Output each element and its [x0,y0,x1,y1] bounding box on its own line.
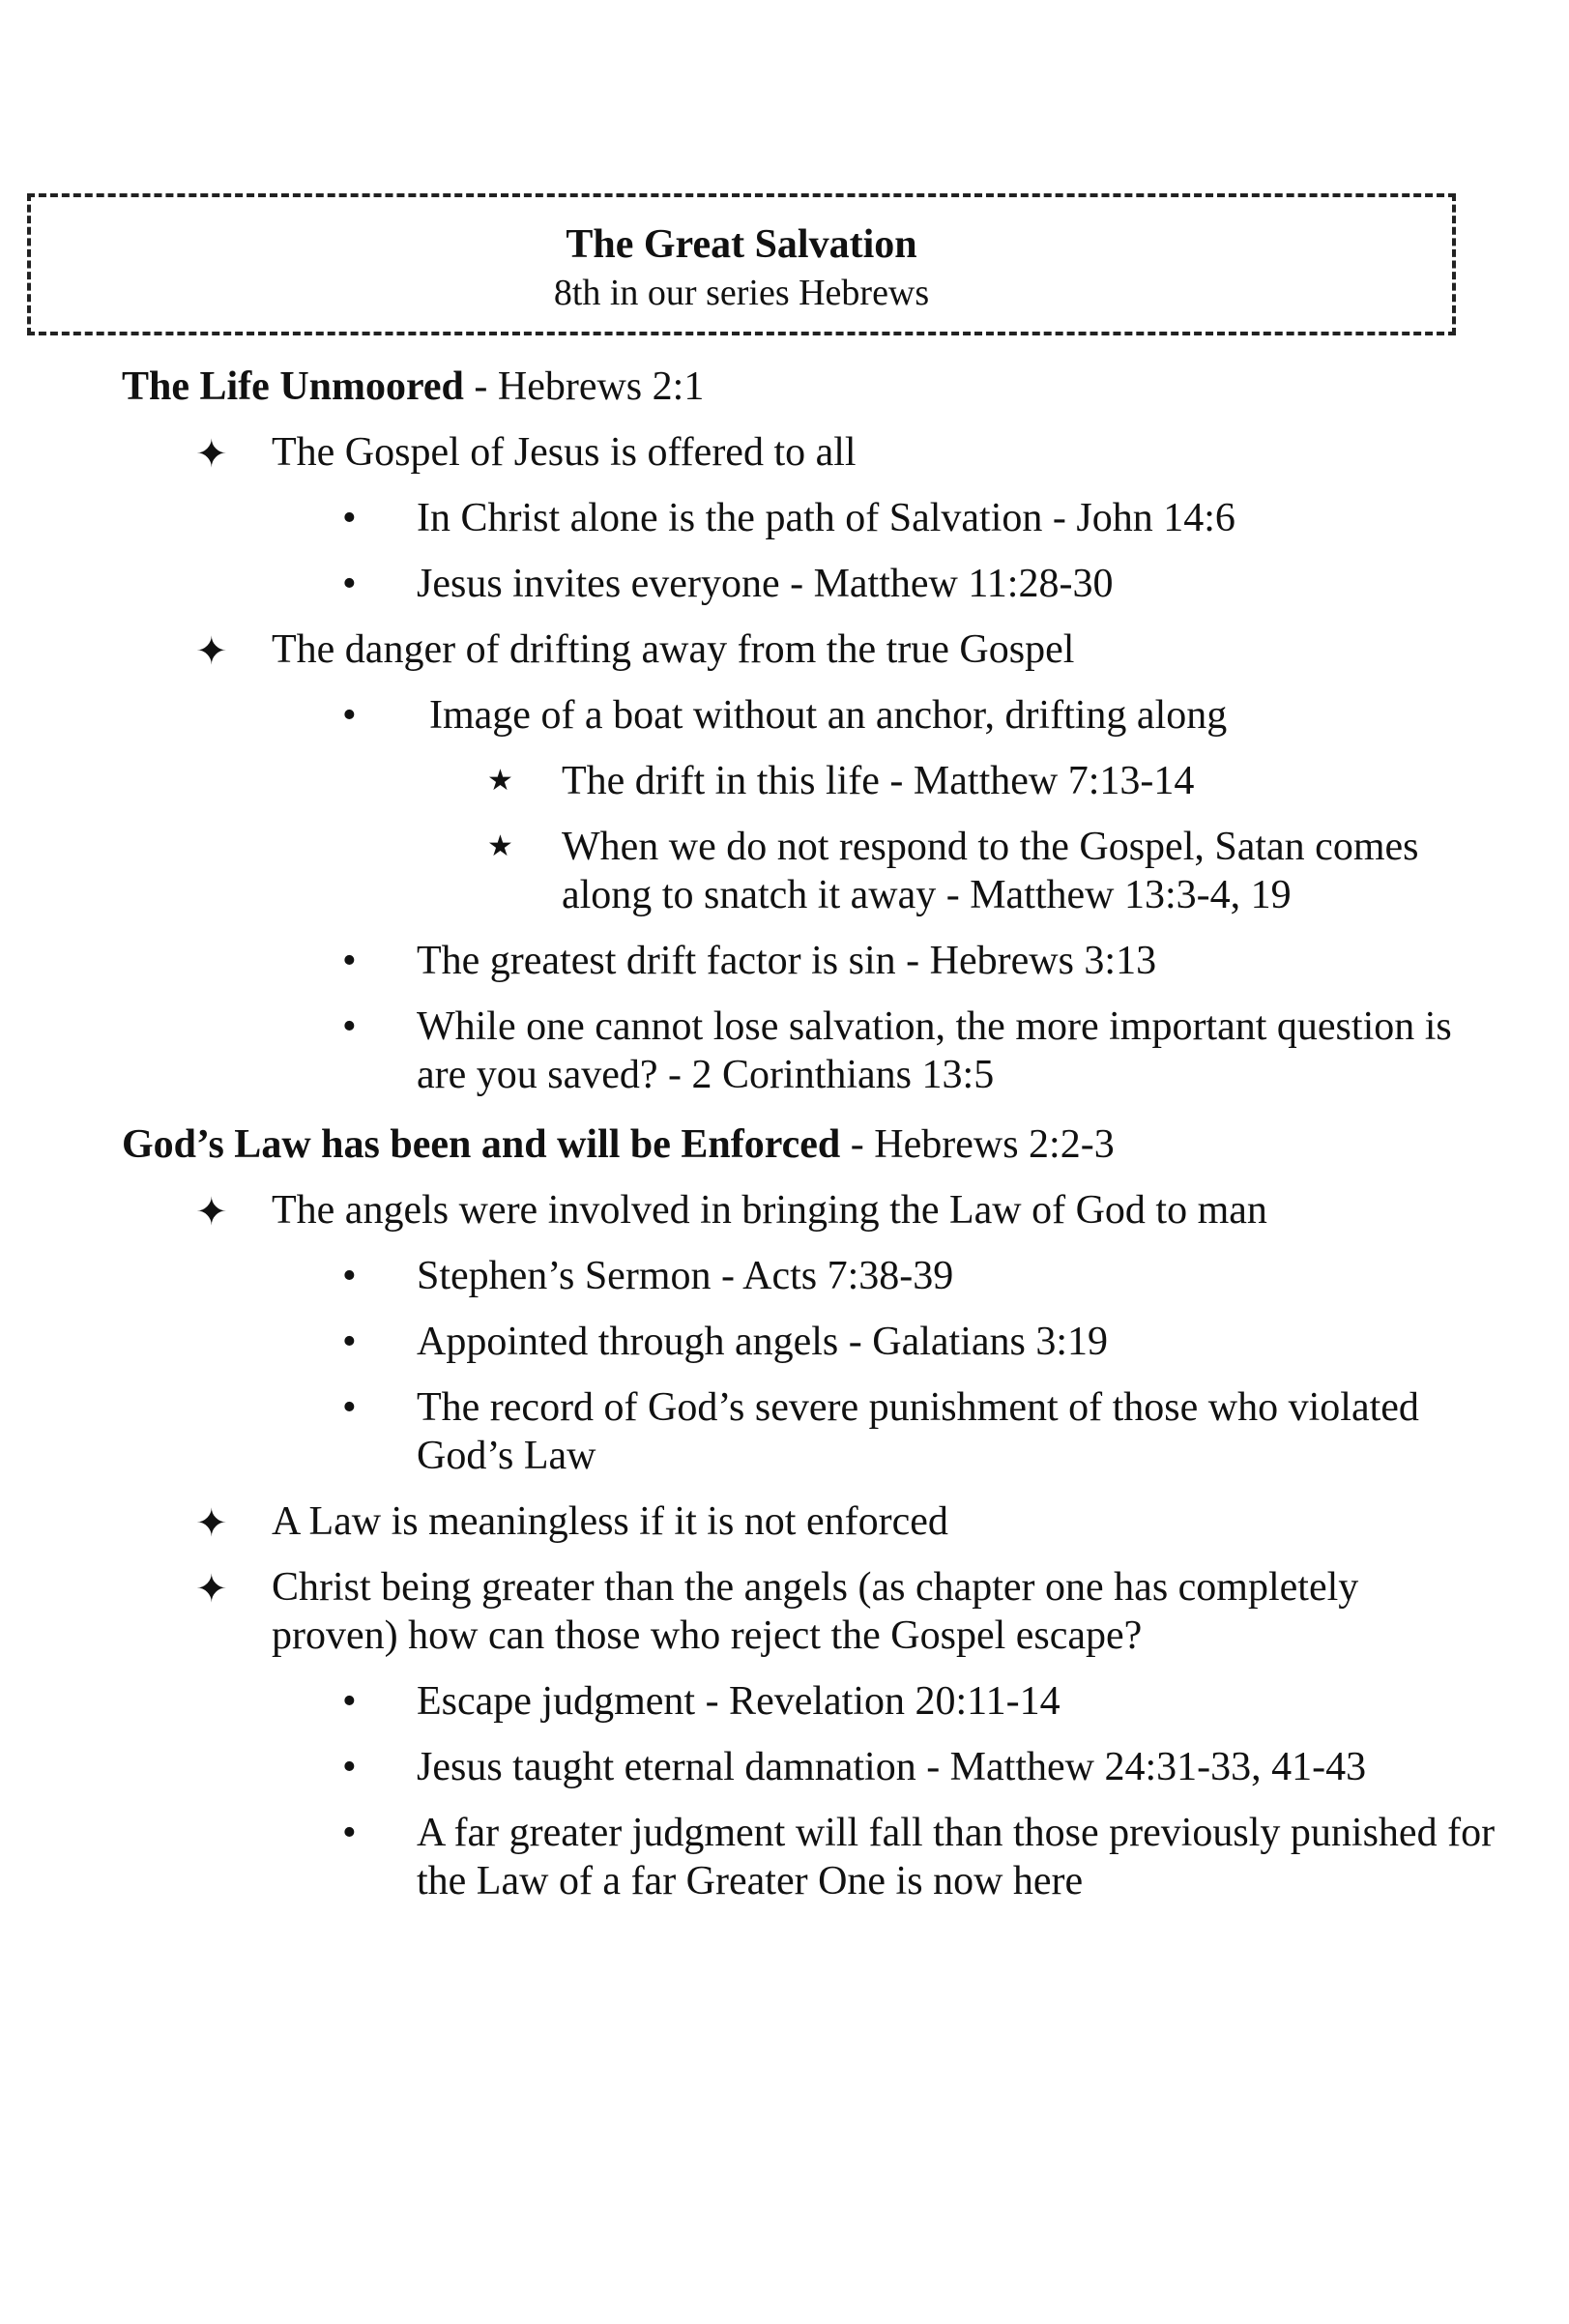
bullet-icon: • [342,1254,357,1298]
sub-point-text: The greatest drift factor is sin - Hebrews 3:13 [417,939,1157,983]
sub-point-text: A far greater judgment will fall than those previously punished for the Law of a far Greater One is now here [417,1811,1496,1903]
point [122,428,1475,477]
point-text: The danger of drifting away from the true Gospel [272,627,1075,672]
bullet-icon: • [342,496,357,540]
bullet-icon: • [342,1004,357,1049]
sub-sub-point [122,823,1470,919]
point-text: The Gospel of Jesus is offered to all [272,430,857,475]
diamond-bullet-icon: ✦ [195,629,228,673]
bullet-icon: • [342,693,357,738]
section-heading-reference: - Hebrews 2:1 [463,364,705,409]
sub-sub-point-text: When we do not respond to the Gospel, Satan comes along to snatch it away - Matthew 13:3-4, 19 [562,825,1419,917]
sub-point [122,1809,1499,1905]
section-heading-title: God’s Law has been and will be Enforced [122,1122,841,1167]
document-subtitle: 8th in our series Hebrews [553,273,930,313]
outline [122,363,1496,1905]
star-bullet-icon: ★ [487,830,513,862]
section-heading [122,363,1475,411]
sub-point-text: While one cannot lose salvation, the more important question is are you saved? - 2 Corinthians 13:5 [417,1004,1452,1097]
sub-point [122,1252,1475,1300]
sub-sub-point [122,757,1475,805]
bullet-icon: • [342,562,357,606]
diamond-bullet-icon: ✦ [195,1190,228,1234]
section-heading [122,1120,1475,1169]
point-text: Christ being greater than the angels (as chapter one has completely proven) how can those who reject the Gospel escape? [272,1565,1359,1658]
sub-point-text: In Christ alone is the path of Salvation - John 14:6 [417,496,1235,540]
sub-point-text: Jesus invites everyone - Matthew 11:28-30 [417,562,1114,606]
point [122,1497,1475,1546]
bullet-icon: • [342,1745,357,1789]
sub-point-text: Escape judgment - Revelation 20:11-14 [417,1679,1061,1724]
sub-point [122,1002,1480,1099]
bullet-icon: • [342,1320,357,1364]
diamond-bullet-icon: ✦ [195,432,228,476]
sub-point [122,691,1475,740]
sub-point-text: Image of a boat without an anchor, drifting along [429,693,1228,738]
point [122,1186,1475,1235]
section-heading-title: The Life Unmoored [122,364,464,409]
title-box [27,193,1456,335]
document-title: The Great Salvation [566,222,917,267]
sub-sub-point-text: The drift in this life - Matthew 7:13-14 [562,759,1195,803]
bullet-icon: • [342,1811,357,1855]
sub-point [122,1677,1475,1726]
sub-point [122,560,1475,608]
sub-point [122,937,1475,985]
bullet-icon: • [342,1679,357,1724]
bullet-icon: • [342,939,357,983]
point-text: A Law is meaningless if it is not enforced [272,1499,948,1544]
point [122,1563,1403,1660]
sub-point-text: The record of God’s severe punishment of those who violated God’s Law [417,1385,1419,1478]
sub-point [122,1318,1475,1366]
sub-point-text: Jesus taught eternal damnation - Matthew 24:31-33, 41-43 [417,1745,1367,1789]
sub-point [122,1383,1461,1480]
point [122,625,1475,674]
diamond-bullet-icon: ✦ [195,1501,228,1545]
point-text: The angels were involved in bringing the Law of God to man [272,1188,1267,1233]
sub-point [122,494,1475,542]
sub-point-text: Stephen’s Sermon - Acts 7:38-39 [417,1254,954,1298]
diamond-bullet-icon: ✦ [195,1567,228,1611]
sub-point [122,1743,1441,1791]
star-bullet-icon: ★ [487,765,513,797]
bullet-icon: • [342,1385,357,1430]
section-heading-reference: - Hebrews 2:2-3 [840,1122,1115,1167]
sub-point-text: Appointed through angels - Galatians 3:19 [417,1320,1109,1364]
